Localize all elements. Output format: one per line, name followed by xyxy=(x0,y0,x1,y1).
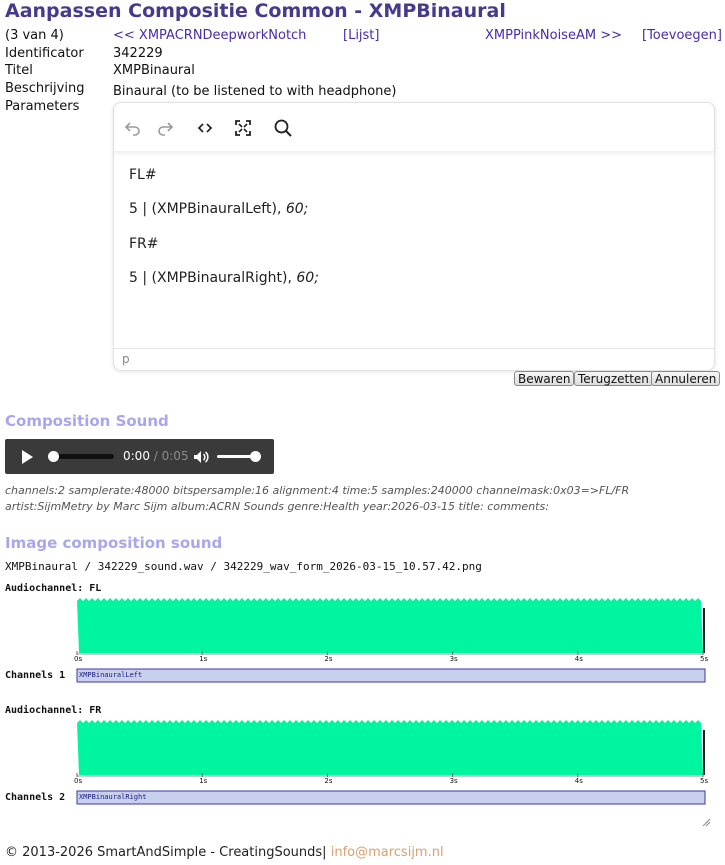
channel-bar-label: XMPBinauralRight xyxy=(79,793,147,801)
record-position: (3 van 4) xyxy=(5,28,64,43)
description-value: Binaural (to be listened to with headphone) xyxy=(113,84,397,99)
reset-button[interactable]: Terugzetten xyxy=(574,371,653,386)
audio-player xyxy=(5,439,274,474)
volume-icon[interactable] xyxy=(192,448,210,470)
copyright-text: © 2013-2026 SmartAndSimple - CreatingSounds| xyxy=(5,845,327,860)
title-label: Titel xyxy=(5,63,33,78)
waveform-svg xyxy=(5,578,712,828)
volume-thumb[interactable] xyxy=(250,451,261,462)
file-path: XMPBinaural / 342229_sound.wav / 342229_wav_form_2026-03-15_10.57.42.png xyxy=(5,560,482,573)
footer xyxy=(5,845,444,860)
time-tick-label: 0s xyxy=(74,655,83,663)
channel-bar xyxy=(77,669,705,682)
identifier-value: 342229 xyxy=(113,46,163,61)
cancel-button[interactable]: Annuleren xyxy=(651,371,720,386)
editor-line-2: 5 | (XMPBinauralLeft), 60; xyxy=(129,201,309,217)
image-composition-heading: Image composition sound xyxy=(5,534,223,552)
time-display: 0:00 / 0:05 xyxy=(123,449,189,463)
email-link[interactable]: info@marcsijm.nl xyxy=(330,845,444,860)
time-tick-label: 2s xyxy=(324,777,333,785)
prev-record-link[interactable]: << XMPACRNDeepworkNotch xyxy=(113,28,307,43)
channel-bar-label: XMPBinauralLeft xyxy=(79,671,143,679)
channels-label: Channels 1 xyxy=(5,670,66,681)
channel-bar xyxy=(77,791,705,804)
source-code-icon[interactable] xyxy=(194,117,216,139)
time-tick-label: 3s xyxy=(449,655,458,663)
waveform-channel xyxy=(77,598,703,653)
page-title: Aanpassen Compositie Common - XMPBinaural xyxy=(5,0,506,22)
sound-metadata: channels:2 samplerate:48000 bitspersample:16 alignment:4 time:5 samples:240000 channelmask:0x03=>FL/FR artist:SijmMetry by Marc Sijm album:ACRN Sounds genre:Health year:2026-03-15 title: comments: xyxy=(5,484,630,513)
time-tick-label: 0s xyxy=(74,777,83,785)
time-tick-label: 2s xyxy=(324,655,333,663)
time-tick-label: 4s xyxy=(574,777,583,785)
fullscreen-icon[interactable] xyxy=(232,117,254,139)
audio-channel-label: Audiochannel: FL xyxy=(5,583,102,594)
time-tick-label: 4s xyxy=(574,655,583,663)
description-label: Beschrijving xyxy=(5,81,85,96)
editor-line-1: FL# xyxy=(129,167,157,183)
channels-label: Channels 2 xyxy=(5,792,66,803)
seek-track[interactable] xyxy=(52,454,114,459)
redo-icon[interactable] xyxy=(154,117,176,139)
save-button[interactable]: Bewaren xyxy=(514,371,574,386)
time-tick-label: 1s xyxy=(199,655,208,663)
waveform-channel xyxy=(77,720,703,775)
identifier-label: Identificator xyxy=(5,46,84,61)
editor-line-3: FR# xyxy=(129,236,159,252)
audio-channel-label: Audiochannel: FR xyxy=(5,705,102,716)
parameters-editor[interactable] xyxy=(113,102,715,371)
editor-line-4: 5 | (XMPBinauralRight), 60; xyxy=(129,270,319,286)
waveform-image xyxy=(5,578,712,828)
play-icon[interactable] xyxy=(19,449,35,469)
composition-sound-heading: Composition Sound xyxy=(5,412,169,430)
next-record-link[interactable]: XMPPinkNoiseAM >> xyxy=(485,28,622,43)
search-icon[interactable] xyxy=(272,117,294,139)
editor-statusbar xyxy=(114,348,714,370)
element-path[interactable]: p xyxy=(122,352,130,366)
time-tick-label: 5s xyxy=(700,655,709,663)
time-tick-label: 5s xyxy=(700,777,709,785)
undo-icon[interactable] xyxy=(122,117,144,139)
editor-toolbar xyxy=(114,103,714,152)
time-tick-label: 1s xyxy=(199,777,208,785)
title-value: XMPBinaural xyxy=(113,63,195,78)
resize-grip-icon xyxy=(703,819,710,826)
add-link[interactable]: [Toevoegen] xyxy=(642,28,722,43)
parameters-label: Parameters xyxy=(5,99,80,114)
seek-thumb[interactable] xyxy=(48,451,59,462)
list-link[interactable]: [Lijst] xyxy=(343,28,380,43)
time-tick-label: 3s xyxy=(449,777,458,785)
